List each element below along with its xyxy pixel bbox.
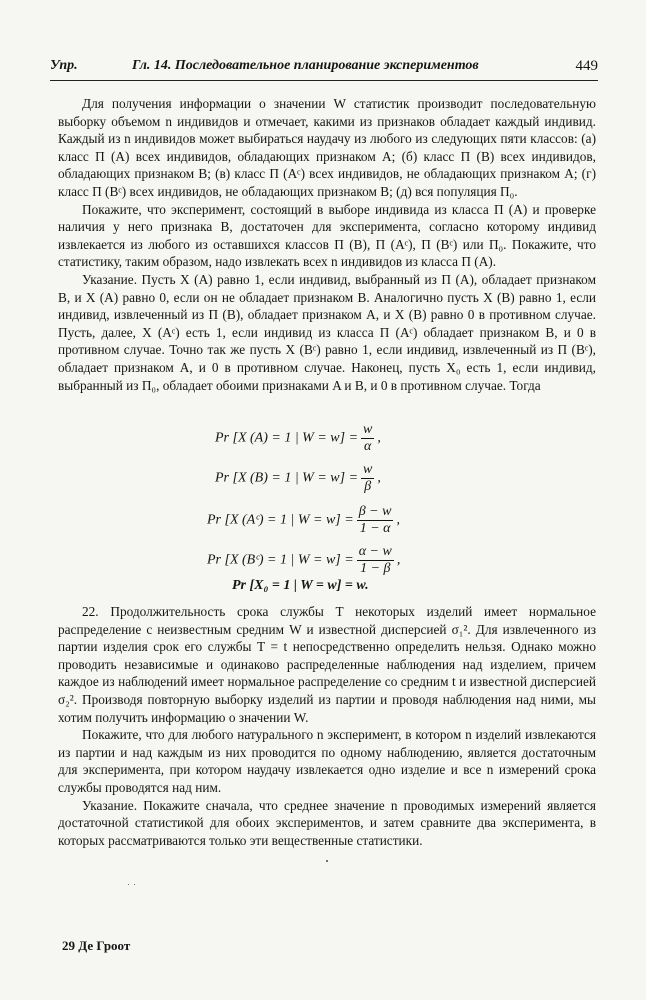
fraction-numerator: β − w xyxy=(358,504,392,519)
fraction xyxy=(361,422,374,455)
paragraph: Для получения информации о значении W статистик производит последовательную выборку объемом n индивидов и отмечает, какими из признаков обладает каждый индивид. Каждый из n индивидов может выбираться наудачу из любого из следующих пяти классов: (а) класс Π (A) всех индивидов, обладающих признаком A; (б) класс Π (B) всех индивидов, обладающих признаком B; (в) класс Π (Aᶜ) всех индивидов, не обладающих признаком A; (г) класс Π (Bᶜ) всех индивидов, не обладающих признаком B; (д) вся популяция Π₀. xyxy=(58,96,596,199)
equation-tail: , xyxy=(396,512,400,528)
equation-tail: , xyxy=(396,552,401,568)
equation-lhs: Pr [X (B) = 1 | W = w] = xyxy=(215,470,359,486)
print-speck xyxy=(128,884,129,885)
header-rule xyxy=(50,80,598,81)
page-number: 449 xyxy=(575,58,598,74)
header-label: Упр. xyxy=(50,58,78,73)
fraction-denominator: 1 − α xyxy=(359,521,391,536)
signature-footer: 29 Де Гроот xyxy=(62,938,131,953)
chapter-title: Гл. 14. Последовательное планирование экспериментов xyxy=(132,58,479,73)
equation-tail: , xyxy=(377,470,381,486)
print-speck xyxy=(134,884,135,885)
fraction-denominator: α xyxy=(364,439,372,454)
hint-paragraph: Указание. Пусть X (A) равно 1, если индивид, выбранный из Π (A), обладает признаком B, и X (A) равно 0, если он не обладает признаком B. Аналогично пусть X (B) равно 1, если индивид, извлеченный из Π (B), обладает признаком A, и X (B) равно 0 в противном случае. Пусть, далее, X (Aᶜ) есть 1, если индивид из класса Π (Aᶜ) обладает признаком B, и 0 в противном случае. Точно так же пусть X (Bᶜ) равно 1, если индивид, извлеченный из Π (Bᶜ), обладает признаком A, и 0 в противном случае. Наконец, пусть X₀ есть 1, если индивид, выбранный из Π₀, обладает обоими признаками A и B, и 0 в противном случае. Тогда xyxy=(58,271,596,393)
equation xyxy=(232,578,369,594)
fraction xyxy=(361,462,374,495)
running-header xyxy=(50,58,598,78)
problem-text-block xyxy=(58,95,596,394)
fraction-numerator: w xyxy=(363,422,373,437)
equation-lhs: Pr [X (Aᶜ) = 1 | W = w] = xyxy=(207,512,354,528)
paragraph: Покажите, что эксперимент, состоящий в выборе индивида из класса Π (A) и проверке наличия у него признака B, достаточен для эксперимента, согласно которому индивид извлекается из любого из оставшихся классов Π (B), Π (Aᶜ), Π (Bᶜ) или Π₀. Покажите, что статистику, таким образом, надо извлекать всех n индивидов из класса Π (A). xyxy=(58,201,596,270)
equation-lhs: Pr [X₀ = 1 | W = w] = w. xyxy=(232,578,369,593)
hint-paragraph: Указание. Покажите сначала, что среднее значение n проводимых измерений является достаточной статистикой для обоих экспериментов, и затем сравните два эксперимента, в которых рассматриваются только эти вещественные статистики. xyxy=(58,797,596,848)
fraction-denominator: β xyxy=(364,479,372,494)
equation xyxy=(215,422,381,455)
equation-lhs: Pr [X (Bᶜ) = 1 | W = w] = xyxy=(207,552,354,568)
equation-tail: , xyxy=(377,430,381,446)
fraction xyxy=(357,544,394,577)
equation xyxy=(215,462,381,495)
paragraph: 22. Продолжительность срока службы T некоторых изделий имеет нормальное распределение с неизвестным средним W и известной дисперсией σ₁². Для извлеченного из партии изделия срок его службы T = t непосредственно определить нельзя. Однако можно проводить независимые и одинаково распределенные наблюдения над изделием, причем каждое из наблюдений имеет нормальное распределение со средним t и известной дисперсией σ₂². Производя повторную выборку изделий из партии и проводя наблюдения над ними, мы хотим получить информацию о значении W. xyxy=(58,604,596,725)
fraction-denominator: 1 − β xyxy=(360,561,391,576)
equation xyxy=(207,544,400,577)
fraction xyxy=(357,504,394,537)
fraction-numerator: w xyxy=(363,462,373,477)
paragraph: Покажите, что для любого натурального n эксперимент, в котором n изделий извлекаются из партии и над каждым из них проводится по одному наблюдению, является достаточным для эксперимента, при котором наудачу извлекается одно изделие и все n измерений срока службы проводятся над ним. xyxy=(58,727,596,795)
equation xyxy=(207,504,400,537)
equation-lhs: Pr [X (A) = 1 | W = w] = xyxy=(215,430,359,446)
print-speck xyxy=(326,860,328,862)
problem-22-block xyxy=(58,603,596,849)
fraction-numerator: α − w xyxy=(358,544,392,559)
